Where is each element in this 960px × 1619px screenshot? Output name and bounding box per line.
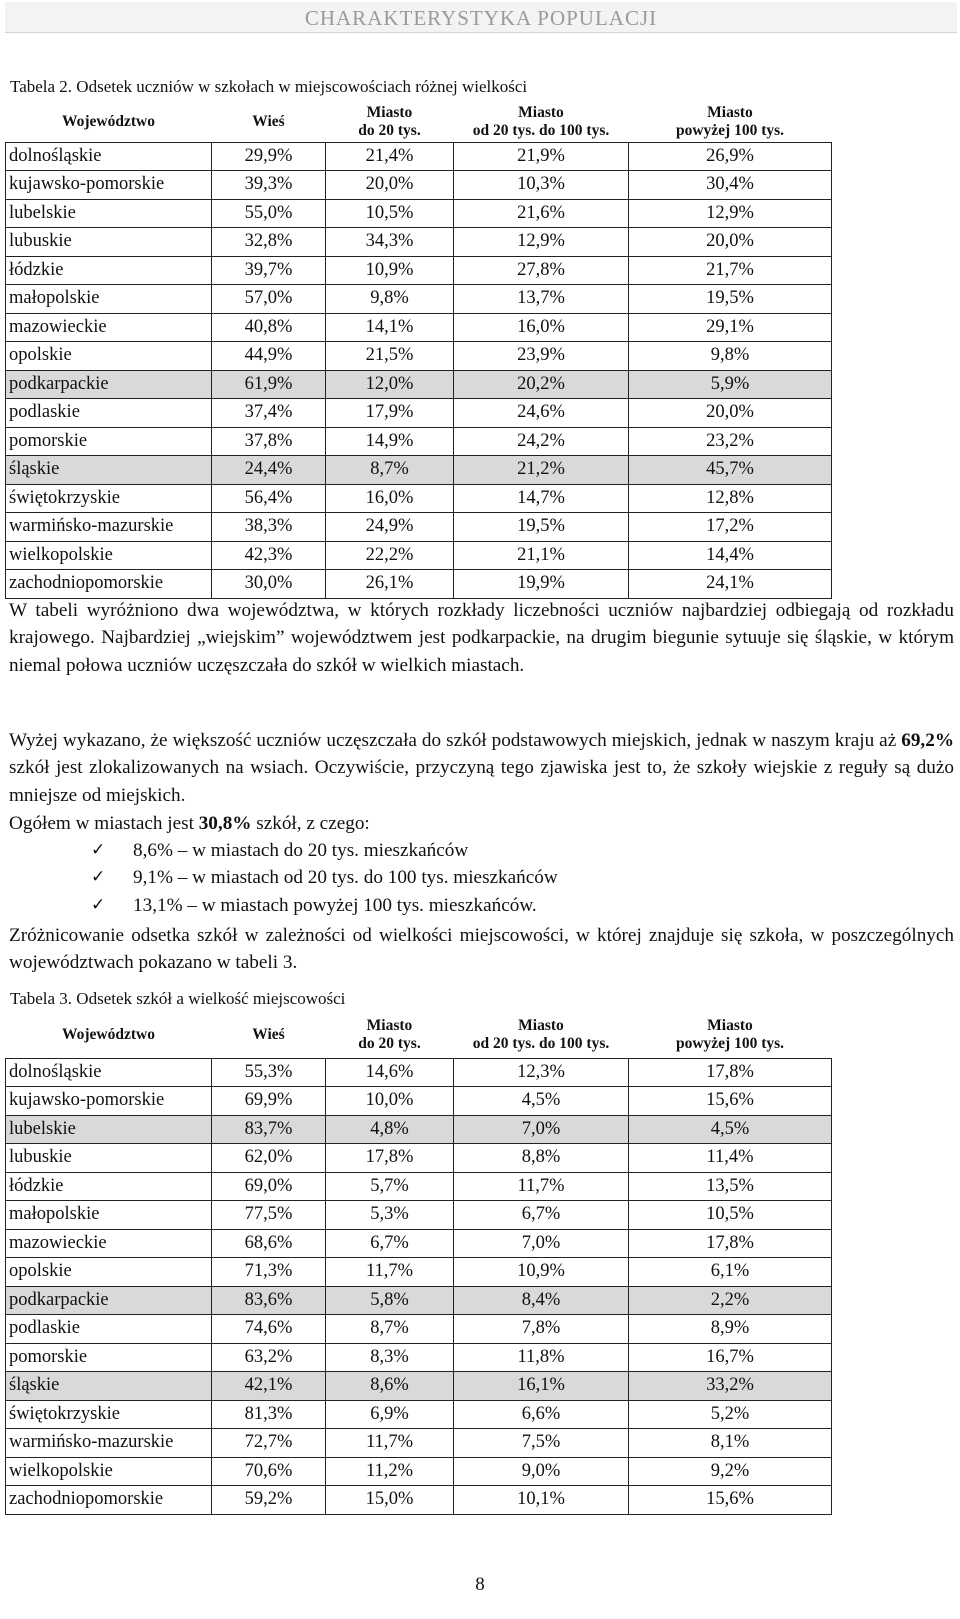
running-header-title: CHARAKTERYSTYKA POPULACJI bbox=[304, 6, 658, 30]
percent-cell: 8,9% bbox=[629, 1315, 832, 1344]
table-row bbox=[6, 228, 832, 257]
percent-cell: 10,0% bbox=[326, 1087, 454, 1116]
percent-cell: 83,6% bbox=[212, 1286, 326, 1315]
voivodeship-cell: lubuskie bbox=[6, 1144, 212, 1173]
paragraph-2 bbox=[9, 727, 954, 809]
percent-cell: 21,1% bbox=[454, 541, 629, 570]
percent-cell: 24,9% bbox=[326, 513, 454, 542]
percent-cell: 19,9% bbox=[454, 570, 629, 599]
percent-cell: 14,6% bbox=[326, 1058, 454, 1087]
percent-cell: 15,6% bbox=[629, 1087, 832, 1116]
percent-cell: 9,0% bbox=[454, 1457, 629, 1486]
table-row bbox=[6, 427, 832, 456]
percent-cell: 29,1% bbox=[629, 313, 832, 342]
percent-cell: 37,8% bbox=[212, 427, 326, 456]
percent-cell: 6,7% bbox=[326, 1229, 454, 1258]
paragraph-3 bbox=[9, 810, 954, 837]
percent-cell: 68,6% bbox=[212, 1229, 326, 1258]
percent-cell: 9,2% bbox=[629, 1457, 832, 1486]
checklist-item-text: 13,1% – w miastach powyżej 100 tys. mieszkańców. bbox=[133, 894, 537, 916]
percent-cell: 6,9% bbox=[326, 1400, 454, 1429]
voivodeship-cell: podlaskie bbox=[6, 1315, 212, 1344]
table-row bbox=[6, 370, 832, 399]
percent-cell: 57,0% bbox=[212, 285, 326, 314]
column-header: Wieś bbox=[252, 1026, 285, 1044]
table-row bbox=[6, 1258, 832, 1287]
table-row bbox=[6, 1315, 832, 1344]
voivodeship-cell: śląskie bbox=[6, 456, 212, 485]
checklist-item bbox=[9, 837, 558, 864]
table-row bbox=[6, 142, 832, 171]
voivodeship-cell: małopolskie bbox=[6, 1201, 212, 1230]
table2 bbox=[5, 102, 832, 599]
percent-cell: 21,6% bbox=[454, 199, 629, 228]
table2-body bbox=[6, 142, 832, 598]
paragraph-3-text-a: Ogółem w miastach jest bbox=[9, 813, 199, 834]
percent-cell: 16,0% bbox=[326, 484, 454, 513]
percent-cell: 11,4% bbox=[629, 1144, 832, 1173]
percent-cell: 61,9% bbox=[212, 370, 326, 399]
voivodeship-cell: mazowieckie bbox=[6, 1229, 212, 1258]
percent-cell: 20,0% bbox=[629, 399, 832, 428]
percent-cell: 24,6% bbox=[454, 399, 629, 428]
percent-cell: 13,7% bbox=[454, 285, 629, 314]
voivodeship-cell: łódzkie bbox=[6, 256, 212, 285]
voivodeship-cell: kujawsko-pomorskie bbox=[6, 171, 212, 200]
voivodeship-cell: łódzkie bbox=[6, 1172, 212, 1201]
paragraph-3-bold: 30,8% bbox=[198, 813, 252, 834]
table3-caption: Tabela 3. Odsetek szkół a wielkość miejscowości bbox=[10, 989, 346, 1008]
table-row bbox=[6, 256, 832, 285]
table-row bbox=[6, 399, 832, 428]
voivodeship-cell: kujawsko-pomorskie bbox=[6, 1087, 212, 1116]
running-header bbox=[5, 2, 957, 33]
percent-cell: 8,6% bbox=[326, 1372, 454, 1401]
voivodeship-cell: podlaskie bbox=[6, 399, 212, 428]
table-row bbox=[6, 1457, 832, 1486]
percent-cell: 72,7% bbox=[212, 1429, 326, 1458]
percent-cell: 20,2% bbox=[454, 370, 629, 399]
percent-cell: 22,2% bbox=[326, 541, 454, 570]
voivodeship-cell: mazowieckie bbox=[6, 313, 212, 342]
voivodeship-cell: dolnośląskie bbox=[6, 142, 212, 171]
table-row bbox=[6, 342, 832, 371]
percent-cell: 12,8% bbox=[629, 484, 832, 513]
percent-cell: 4,5% bbox=[454, 1087, 629, 1116]
percent-cell: 26,9% bbox=[629, 142, 832, 171]
percent-cell: 19,5% bbox=[629, 285, 832, 314]
table-row bbox=[6, 1229, 832, 1258]
percent-cell: 12,9% bbox=[629, 199, 832, 228]
percent-cell: 16,7% bbox=[629, 1343, 832, 1372]
percent-cell: 17,8% bbox=[326, 1144, 454, 1173]
table2-header-row bbox=[6, 102, 832, 142]
paragraph-4: Zróżnicowanie odsetka szkół w zależności od wielkości miejscowości, w której znajduje się szkoła, w poszczególnych województwach pokazano w tabeli 3. bbox=[9, 925, 954, 974]
percent-cell: 7,8% bbox=[454, 1315, 629, 1344]
percent-cell: 55,3% bbox=[212, 1058, 326, 1087]
percent-cell: 8,1% bbox=[629, 1429, 832, 1458]
voivodeship-cell: lubelskie bbox=[6, 1115, 212, 1144]
percent-cell: 5,9% bbox=[629, 370, 832, 399]
column-header: Miasto od 20 tys. do 100 tys. bbox=[472, 1017, 610, 1053]
table2-caption: Tabela 2. Odsetek uczniów w szkołach w miejscowościach różnej wielkości bbox=[10, 77, 528, 96]
paragraph-2-text-b: szkół jest zlokalizowanych na wsiach. Oczywiście, przyczyną tego zjawiska jest to, że szkoły wiejskie z reguły są dużo mniejsze od miejskich. bbox=[9, 757, 954, 806]
percent-cell: 74,6% bbox=[212, 1315, 326, 1344]
table-row bbox=[6, 199, 832, 228]
table3-header-row bbox=[6, 1013, 832, 1058]
percent-cell: 38,3% bbox=[212, 513, 326, 542]
percent-cell: 81,3% bbox=[212, 1400, 326, 1429]
percent-cell: 5,7% bbox=[326, 1172, 454, 1201]
percent-cell: 39,7% bbox=[212, 256, 326, 285]
percent-cell: 15,6% bbox=[629, 1486, 832, 1515]
percent-cell: 8,4% bbox=[454, 1286, 629, 1315]
voivodeship-cell: opolskie bbox=[6, 342, 212, 371]
voivodeship-cell: zachodniopomorskie bbox=[6, 1486, 212, 1515]
percent-cell: 33,2% bbox=[629, 1372, 832, 1401]
percent-cell: 4,8% bbox=[326, 1115, 454, 1144]
percent-cell: 83,7% bbox=[212, 1115, 326, 1144]
percent-cell: 14,4% bbox=[629, 541, 832, 570]
paragraph-2-text-a: Wyżej wykazano, że większość uczniów uczęszczała do szkół podstawowych miejskich, jednak w naszym kraju aż bbox=[9, 730, 902, 751]
percent-cell: 4,5% bbox=[629, 1115, 832, 1144]
voivodeship-cell: lubuskie bbox=[6, 228, 212, 257]
percent-cell: 69,9% bbox=[212, 1087, 326, 1116]
percent-cell: 26,1% bbox=[326, 570, 454, 599]
percent-cell: 27,8% bbox=[454, 256, 629, 285]
column-header: Województwo bbox=[62, 1026, 155, 1044]
percent-cell: 44,9% bbox=[212, 342, 326, 371]
percent-cell: 21,4% bbox=[326, 142, 454, 171]
percent-cell: 23,9% bbox=[454, 342, 629, 371]
percent-cell: 9,8% bbox=[326, 285, 454, 314]
voivodeship-cell: dolnośląskie bbox=[6, 1058, 212, 1087]
percent-cell: 17,9% bbox=[326, 399, 454, 428]
percent-cell: 6,6% bbox=[454, 1400, 629, 1429]
percent-cell: 39,3% bbox=[212, 171, 326, 200]
percent-cell: 10,3% bbox=[454, 171, 629, 200]
check-icon: ✓ bbox=[91, 840, 106, 860]
table-row bbox=[6, 484, 832, 513]
table-row bbox=[6, 1087, 832, 1116]
voivodeship-cell: warmińsko-mazurskie bbox=[6, 1429, 212, 1458]
percent-cell: 9,8% bbox=[629, 342, 832, 371]
table-row bbox=[6, 1372, 832, 1401]
percent-cell: 21,2% bbox=[454, 456, 629, 485]
voivodeship-cell: podkarpackie bbox=[6, 370, 212, 399]
table-row bbox=[6, 285, 832, 314]
percent-cell: 6,1% bbox=[629, 1258, 832, 1287]
percent-cell: 15,0% bbox=[326, 1486, 454, 1515]
percent-cell: 63,2% bbox=[212, 1343, 326, 1372]
percent-cell: 70,6% bbox=[212, 1457, 326, 1486]
paragraph-2-bold: 69,2% bbox=[901, 730, 954, 751]
percent-cell: 17,8% bbox=[629, 1058, 832, 1087]
percent-cell: 7,5% bbox=[454, 1429, 629, 1458]
percent-cell: 62,0% bbox=[212, 1144, 326, 1173]
column-header: Miasto do 20 tys. bbox=[358, 1017, 421, 1053]
voivodeship-cell: śląskie bbox=[6, 1372, 212, 1401]
percent-cell: 8,7% bbox=[326, 456, 454, 485]
percent-cell: 10,9% bbox=[326, 256, 454, 285]
percent-cell: 8,7% bbox=[326, 1315, 454, 1344]
checklist-item-text: 8,6% – w miastach do 20 tys. mieszkańców bbox=[133, 840, 469, 861]
percent-cell: 55,0% bbox=[212, 199, 326, 228]
page-number: 8 bbox=[475, 1574, 485, 1595]
percent-cell: 16,0% bbox=[454, 313, 629, 342]
table-row bbox=[6, 1144, 832, 1173]
table-row bbox=[6, 1429, 832, 1458]
percent-cell: 30,0% bbox=[212, 570, 326, 599]
percent-cell: 6,7% bbox=[454, 1201, 629, 1230]
table-row bbox=[6, 541, 832, 570]
check-icon: ✓ bbox=[91, 894, 106, 915]
percent-cell: 42,1% bbox=[212, 1372, 326, 1401]
table-row bbox=[6, 1201, 832, 1230]
table-row bbox=[6, 456, 832, 485]
checklist-item-text: 9,1% – w miastach od 20 tys. do 100 tys. mieszkańców bbox=[133, 867, 558, 889]
paragraph-3-text-b: szkół, z czego: bbox=[251, 813, 370, 834]
percent-cell: 14,9% bbox=[326, 427, 454, 456]
percent-cell: 5,3% bbox=[326, 1201, 454, 1230]
percent-cell: 11,8% bbox=[454, 1343, 629, 1372]
column-header: Wieś bbox=[252, 112, 285, 130]
table-row bbox=[6, 1486, 832, 1515]
percent-cell: 45,7% bbox=[629, 456, 832, 485]
percent-cell: 5,2% bbox=[629, 1400, 832, 1429]
voivodeship-cell: wielkopolskie bbox=[6, 541, 212, 570]
table-row bbox=[6, 1172, 832, 1201]
percent-cell: 12,9% bbox=[454, 228, 629, 257]
check-icon: ✓ bbox=[91, 867, 106, 888]
percent-cell: 7,0% bbox=[454, 1229, 629, 1258]
percent-cell: 20,0% bbox=[326, 171, 454, 200]
table-row bbox=[6, 1115, 832, 1144]
percent-cell: 59,2% bbox=[212, 1486, 326, 1515]
percent-cell: 29,9% bbox=[212, 142, 326, 171]
voivodeship-cell: zachodniopomorskie bbox=[6, 570, 212, 599]
percent-cell: 34,3% bbox=[326, 228, 454, 257]
percent-cell: 8,8% bbox=[454, 1144, 629, 1173]
percent-cell: 14,7% bbox=[454, 484, 629, 513]
percent-cell: 24,1% bbox=[629, 570, 832, 599]
column-header: Miasto od 20 tys. do 100 tys. bbox=[472, 103, 610, 139]
table3 bbox=[5, 1013, 832, 1515]
percent-cell: 10,9% bbox=[454, 1258, 629, 1287]
percent-cell: 20,0% bbox=[629, 228, 832, 257]
percent-cell: 71,3% bbox=[212, 1258, 326, 1287]
percent-cell: 12,3% bbox=[454, 1058, 629, 1087]
percent-cell: 42,3% bbox=[212, 541, 326, 570]
percent-cell: 23,2% bbox=[629, 427, 832, 456]
table-row bbox=[6, 1286, 832, 1315]
column-header: Miasto do 20 tys. bbox=[358, 103, 421, 139]
percent-cell: 21,9% bbox=[454, 142, 629, 171]
percent-cell: 7,0% bbox=[454, 1115, 629, 1144]
percent-cell: 11,7% bbox=[454, 1172, 629, 1201]
percent-cell: 17,8% bbox=[629, 1229, 832, 1258]
percent-cell: 10,5% bbox=[629, 1201, 832, 1230]
percent-cell: 77,5% bbox=[212, 1201, 326, 1230]
percent-cell: 56,4% bbox=[212, 484, 326, 513]
voivodeship-cell: pomorskie bbox=[6, 1343, 212, 1372]
column-header: Miasto powyżej 100 tys. bbox=[675, 1017, 785, 1053]
percent-cell: 24,2% bbox=[454, 427, 629, 456]
paragraph-1: W tabeli wyróżniono dwa województwa, w których rozkłady liczebności uczniów najbardziej odbiegają od rozkładu krajowego. Najbardziej „wiejskim” województwem jest podkarpackie, na drugim biegunie sytuuje się śląskie, w którym niemal połowa uczniów uczęszczała do szkół w wielkich miastach. bbox=[9, 600, 954, 676]
voivodeship-cell: podkarpackie bbox=[6, 1286, 212, 1315]
percent-cell: 30,4% bbox=[629, 171, 832, 200]
checklist-item bbox=[9, 864, 558, 891]
percent-cell: 11,2% bbox=[326, 1457, 454, 1486]
voivodeship-cell: małopolskie bbox=[6, 285, 212, 314]
percent-cell: 11,7% bbox=[326, 1429, 454, 1458]
percent-cell: 69,0% bbox=[212, 1172, 326, 1201]
column-header: Miasto powyżej 100 tys. bbox=[675, 103, 785, 139]
table-row bbox=[6, 1400, 832, 1429]
percent-cell: 16,1% bbox=[454, 1372, 629, 1401]
percent-cell: 17,2% bbox=[629, 513, 832, 542]
percent-cell: 32,8% bbox=[212, 228, 326, 257]
percent-cell: 37,4% bbox=[212, 399, 326, 428]
voivodeship-cell: pomorskie bbox=[6, 427, 212, 456]
table-row bbox=[6, 1058, 832, 1087]
percent-cell: 5,8% bbox=[326, 1286, 454, 1315]
voivodeship-cell: warmińsko-mazurskie bbox=[6, 513, 212, 542]
percent-cell: 40,8% bbox=[212, 313, 326, 342]
voivodeship-cell: wielkopolskie bbox=[6, 1457, 212, 1486]
voivodeship-cell: opolskie bbox=[6, 1258, 212, 1287]
checklist-item bbox=[9, 892, 558, 919]
column-header: Województwo bbox=[62, 112, 155, 130]
percent-cell: 21,5% bbox=[326, 342, 454, 371]
percent-cell: 14,1% bbox=[326, 313, 454, 342]
table3-body bbox=[6, 1058, 832, 1514]
percent-cell: 12,0% bbox=[326, 370, 454, 399]
table-row bbox=[6, 513, 832, 542]
table-row bbox=[6, 1343, 832, 1372]
percent-cell: 8,3% bbox=[326, 1343, 454, 1372]
percent-cell: 11,7% bbox=[326, 1258, 454, 1287]
table-row bbox=[6, 171, 832, 200]
checklist bbox=[9, 837, 558, 919]
percent-cell: 21,7% bbox=[629, 256, 832, 285]
percent-cell: 19,5% bbox=[454, 513, 629, 542]
voivodeship-cell: świętokrzyskie bbox=[6, 484, 212, 513]
percent-cell: 13,5% bbox=[629, 1172, 832, 1201]
voivodeship-cell: lubelskie bbox=[6, 199, 212, 228]
table-row bbox=[6, 570, 832, 599]
percent-cell: 24,4% bbox=[212, 456, 326, 485]
percent-cell: 10,5% bbox=[326, 199, 454, 228]
percent-cell: 2,2% bbox=[629, 1286, 832, 1315]
table-row bbox=[6, 313, 832, 342]
percent-cell: 10,1% bbox=[454, 1486, 629, 1515]
voivodeship-cell: świętokrzyskie bbox=[6, 1400, 212, 1429]
